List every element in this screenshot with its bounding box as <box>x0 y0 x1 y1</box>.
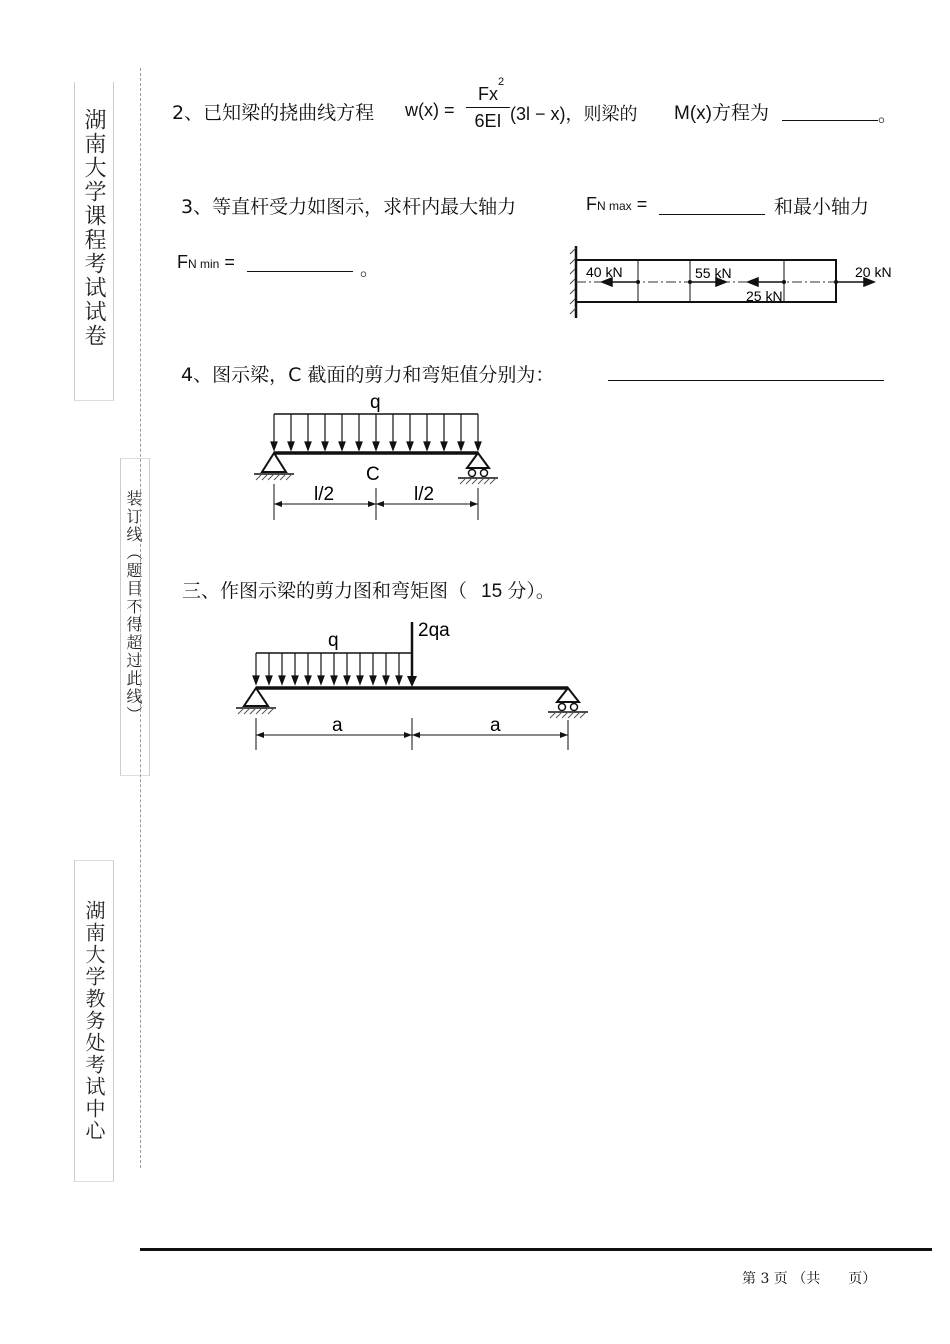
q2-fraction <box>466 76 510 132</box>
q5-span-1: a <box>332 715 343 736</box>
q4-span-2: l/2 <box>414 484 435 505</box>
q4-answer-blank[interactable] <box>608 364 884 381</box>
q2-exponent: 2 <box>498 76 505 88</box>
section-3-heading: 三、作图示梁的剪力图和弯矩图（ 15 分）。 <box>182 580 555 602</box>
q3-fmin-blank[interactable] <box>247 255 353 272</box>
q4-beam-figure <box>248 388 510 524</box>
q2-numerator: Fx <box>478 84 498 104</box>
q2-tail: (3l − x)，则梁的 <box>510 104 638 124</box>
q5-beam-figure <box>232 616 594 756</box>
q3-end: 。 <box>360 258 380 280</box>
q3-load-55kn: 55 kN <box>695 265 732 281</box>
q4-span-1: l/2 <box>314 484 335 505</box>
q2-denominator: 6EI <box>474 111 502 131</box>
binding-line-note: 装订线（题目不得超过此线） <box>124 490 143 724</box>
sidebar-top-title: 湖南大学课程考试试卷 <box>81 108 106 348</box>
q2-answer-blank[interactable] <box>782 104 878 121</box>
q3-bar-figure <box>568 244 898 322</box>
q2-prefix: 2、已知梁的挠曲线方程 <box>172 102 375 124</box>
q3-fmax-blank[interactable] <box>659 198 765 215</box>
binding-dashed-line <box>140 68 141 1168</box>
question-3: 3、等直杆受力如图示，求杆内最大轴力 <box>181 196 517 218</box>
q3-load-20kn: 20 kN <box>855 264 892 280</box>
question-2 <box>172 98 374 125</box>
q5-force-label: 2qa <box>418 620 450 641</box>
q4-section-c: C <box>366 464 380 485</box>
q2-lhs: w(x) = <box>405 100 455 120</box>
q4-load-label: q <box>370 392 381 413</box>
footer-rule <box>140 1248 932 1251</box>
q5-load-label: q <box>328 630 339 651</box>
question-4: 4、图示梁，C 截面的剪力和弯矩值分别为： <box>181 364 555 386</box>
q2-mx: M(x)方程为 <box>674 103 769 124</box>
q3-mid: 和最小轴力 <box>774 196 870 218</box>
q3-load-25kn: 25 kN <box>746 288 783 304</box>
q3-fmax: FN max = <box>586 194 648 214</box>
q3-load-40kn: 40 kN <box>586 264 623 280</box>
sidebar-bottom-title: 湖南大学教务处考试中心 <box>82 900 106 1142</box>
q5-span-2: a <box>490 715 501 736</box>
q2-end: 。 <box>878 104 898 126</box>
page-number: 第 3 页 （共 页） <box>742 1271 877 1287</box>
q3-fmin: FN min = <box>177 252 235 272</box>
